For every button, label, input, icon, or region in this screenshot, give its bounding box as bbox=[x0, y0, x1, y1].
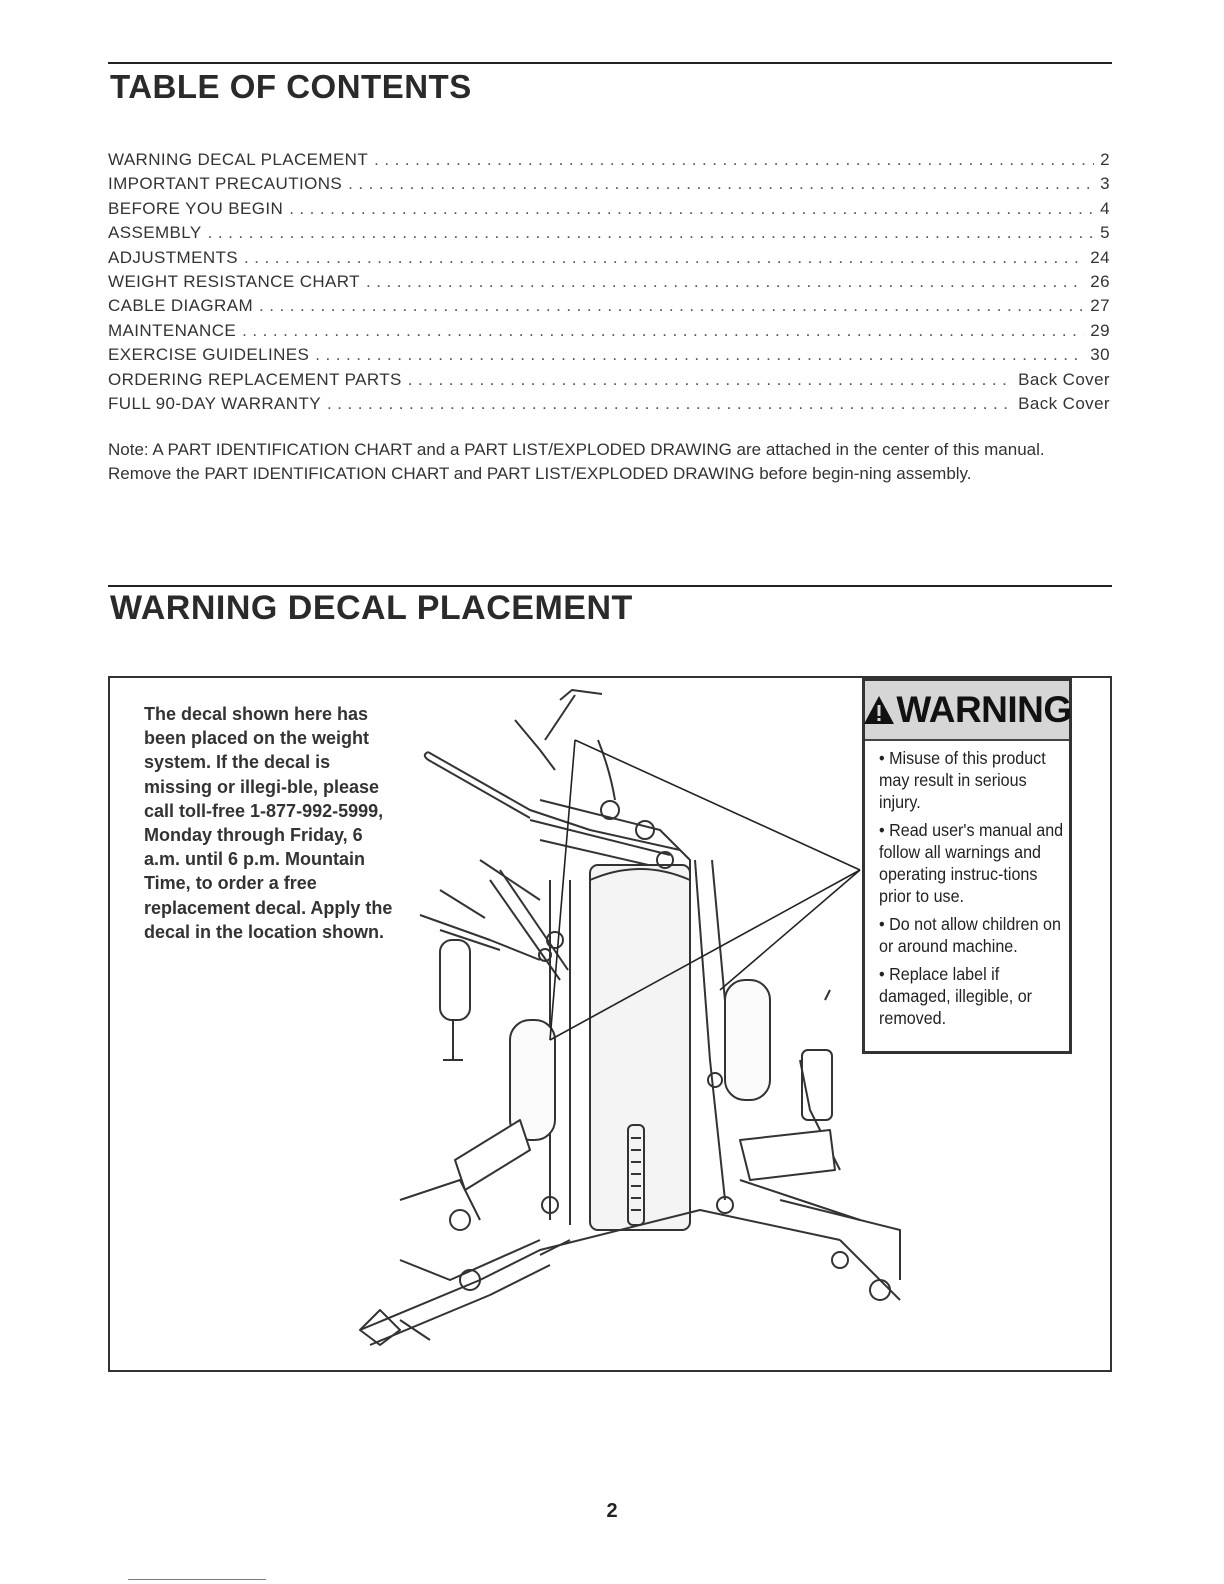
toc-row bbox=[108, 150, 1110, 174]
toc-entry-title: FULL 90-DAY WARRANTY bbox=[108, 393, 321, 413]
toc-entry-page: 29 bbox=[1090, 320, 1110, 340]
toc-leader-dots bbox=[259, 296, 1084, 316]
warning-label-title: WARNING bbox=[896, 689, 1072, 730]
toc-top-rule bbox=[108, 62, 1112, 64]
toc-row bbox=[108, 321, 1110, 345]
toc-entry-title: WEIGHT RESISTANCE CHART bbox=[108, 271, 360, 291]
toc-entry-page: Back Cover bbox=[1018, 393, 1110, 413]
scan-artifact-line bbox=[128, 1579, 266, 1580]
toc-row bbox=[108, 174, 1110, 198]
toc-row bbox=[108, 248, 1110, 272]
toc-leader-dots bbox=[366, 272, 1084, 292]
toc-leader-dots bbox=[289, 199, 1094, 219]
toc-entry-title: CABLE DIAGRAM bbox=[108, 296, 254, 316]
toc-leader-dots bbox=[374, 150, 1094, 170]
toc-row bbox=[108, 272, 1110, 296]
toc-row bbox=[108, 296, 1110, 320]
toc-entry-page: 4 bbox=[1100, 198, 1110, 218]
toc-leader-dots bbox=[315, 345, 1084, 365]
warning-label-item: • Misuse of this product may result in serious injury. bbox=[879, 748, 1046, 812]
toc-row bbox=[108, 370, 1110, 394]
toc-entry-title: BEFORE YOU BEGIN bbox=[108, 198, 284, 218]
warning-label-items bbox=[865, 741, 1069, 1029]
home-gym-illustration bbox=[340, 680, 920, 1360]
toc-row bbox=[108, 223, 1110, 247]
toc-entry-page: 26 bbox=[1090, 271, 1110, 291]
toc-entry-page: Back Cover bbox=[1018, 369, 1110, 389]
toc-row bbox=[108, 199, 1110, 223]
toc-entry-page: 5 bbox=[1100, 223, 1110, 243]
toc-entry-page: 24 bbox=[1090, 247, 1110, 267]
toc-entry-title: ORDERING REPLACEMENT PARTS bbox=[108, 369, 402, 389]
page-number: 2 bbox=[606, 1500, 618, 1522]
toc-entry-page: 2 bbox=[1100, 150, 1110, 169]
warning-label-item: • Read user's manual and follow all warnings and operating instruc-tions prior to use. bbox=[879, 820, 1064, 906]
warning-label-header bbox=[865, 681, 1072, 741]
toc-entry-title: ASSEMBLY bbox=[108, 223, 202, 243]
toc-list bbox=[108, 150, 1110, 418]
toc-leader-dots bbox=[242, 321, 1084, 341]
toc-leader-dots bbox=[327, 394, 1012, 414]
toc-leader-dots bbox=[208, 223, 1095, 243]
toc-heading: TABLE OF CONTENTS bbox=[110, 68, 472, 105]
toc-row bbox=[108, 394, 1110, 418]
toc-entry-title: IMPORTANT PRECAUTIONS bbox=[108, 174, 343, 194]
toc-entry-page: 30 bbox=[1090, 345, 1110, 365]
warning-label-item: • Replace label if damaged, illegible, or removed. bbox=[879, 964, 1033, 1028]
warning-heading: WARNING DECAL PLACEMENT bbox=[110, 589, 633, 627]
toc-note: Note: A PART IDENTIFICATION CHART and a PART LIST/EXPLODED DRAWING are attached in the center of this manual. Remove the PART IDENTIFICATION CHART and PART LIST/EXPLODED DRAWING before begin-ning assembly. bbox=[108, 440, 1045, 483]
toc-leader-dots bbox=[408, 370, 1012, 390]
toc-entry-title: EXERCISE GUIDELINES bbox=[108, 345, 310, 365]
warning-triangle-icon bbox=[862, 693, 896, 727]
warning-decal-label bbox=[862, 678, 1072, 1054]
warning-top-rule bbox=[108, 585, 1112, 587]
toc-entry-title: WARNING DECAL PLACEMENT bbox=[108, 150, 369, 169]
toc-entry-title: ADJUSTMENTS bbox=[108, 247, 239, 267]
toc-row bbox=[108, 345, 1110, 369]
toc-leader-dots bbox=[244, 248, 1084, 268]
toc-leader-dots bbox=[348, 174, 1094, 194]
warning-label-item: • Do not allow children on or around machine. bbox=[879, 914, 1061, 956]
toc-entry-page: 27 bbox=[1090, 296, 1110, 316]
decal-description: The decal shown here has been placed on the weight system. If the decal is missing or illegi-ble, please call toll-free 1-877-992-5999, Monday through Friday, 6 a.m. until 6 p.m. Mountain Time, to order a free replacement decal. Apply the decal in the location shown. bbox=[144, 704, 393, 942]
toc-entry-title: MAINTENANCE bbox=[108, 320, 237, 340]
toc-entry-page: 3 bbox=[1100, 174, 1110, 194]
